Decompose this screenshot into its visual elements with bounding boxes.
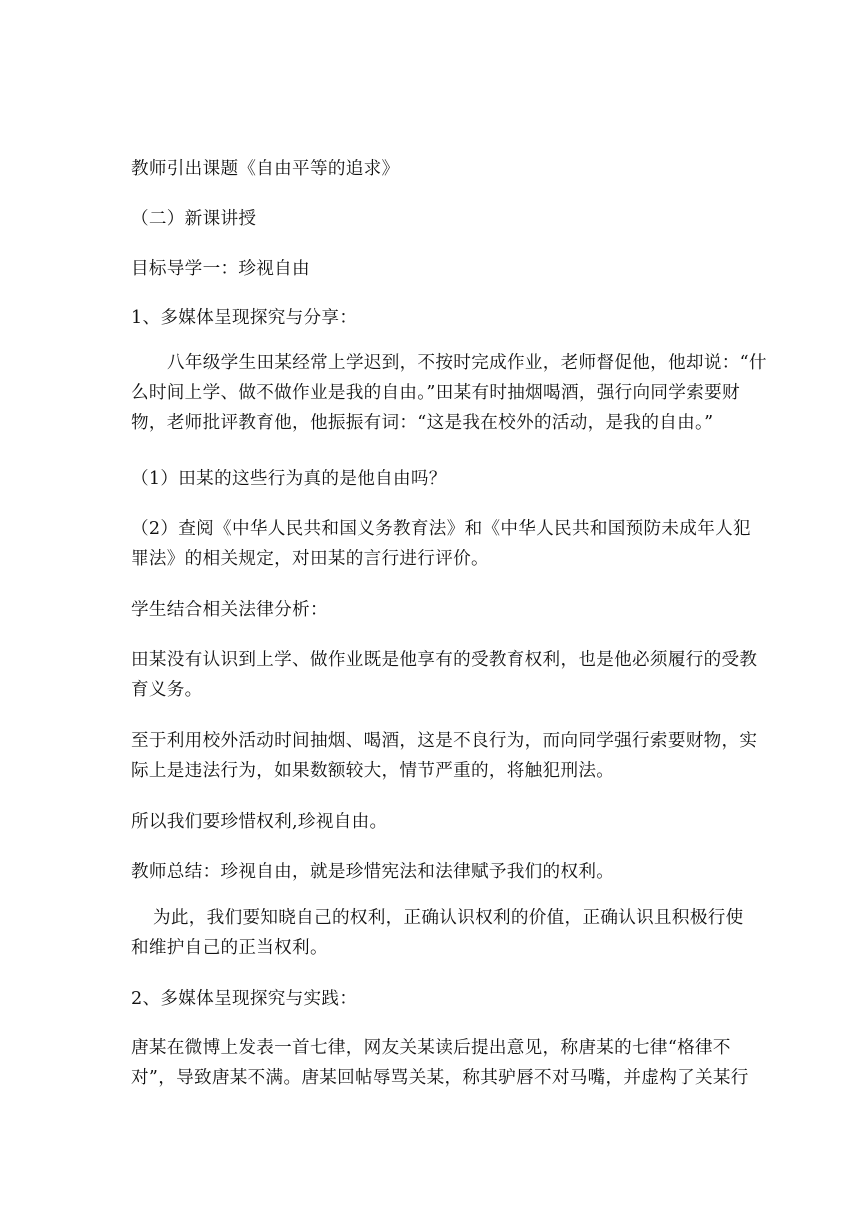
case-line-1: 八年级学生田某经常上学迟到，不按时完成作业，老师督促他，他却说：“什 xyxy=(167,353,767,373)
question-1: （1）田某的这些行为真的是他自由吗？ xyxy=(131,469,447,489)
analysis-paragraph-2 xyxy=(131,726,758,786)
analysis-1-line-2: 育义务。 xyxy=(131,680,203,700)
student-analysis-heading: 学生结合相关法律分析： xyxy=(131,600,328,620)
question-2-line-2: 罪法》的相关规定，对田某的言行进行评价。 xyxy=(131,549,489,569)
summary-line-2: 和维护自己的正当权利。 xyxy=(131,938,328,958)
case-paragraph-tang xyxy=(131,1033,749,1093)
case-tang-line-2: 对”，导致唐某不满。唐某回帖辱骂关某，称其驴唇不对马嘴，并虚构了关某行 xyxy=(131,1068,749,1088)
goal-heading-freedom: 目标导学一：珍视自由 xyxy=(131,259,310,279)
activity-heading-explore-share: 1、多媒体呈现探究与分享： xyxy=(131,308,358,328)
question-2 xyxy=(131,514,751,574)
case-line-3: 物，老师批评教育他，他振振有词：“这是我在校外的活动，是我的自由。” xyxy=(131,413,714,433)
case-line-2: 么时间上学、做不做作业是我的自由。”田某有时抽烟喝酒，强行向同学索要财 xyxy=(131,383,740,403)
case-tang-line-1: 唐某在微博上发表一首七律，网友关某读后提出意见，称唐某的七律“格律不 xyxy=(131,1038,731,1058)
analysis-2-line-1: 至于利用校外活动时间抽烟、喝酒，这是不良行为，而向同学强行索要财物，实 xyxy=(131,731,758,751)
question-2-line-1: （2）查阅《中华人民共和国义务教育法》和《中华人民共和国预防未成年人犯 xyxy=(131,519,751,539)
analysis-1-line-1: 田某没有认识到上学、做作业既是他享有的受教育权利，也是他必须履行的受教 xyxy=(131,650,758,670)
activity-heading-explore-practice: 2、多媒体呈现探究与实践： xyxy=(131,989,358,1009)
analysis-paragraph-1 xyxy=(131,645,758,705)
lesson-title-line: 教师引出课题《自由平等的追求》 xyxy=(131,159,400,179)
section-heading-new-lesson: （二）新课讲授 xyxy=(131,209,257,229)
summary-line-1: 为此，我们要知晓自己的权利，正确认识权利的价值，正确认识且积极行使 xyxy=(153,908,744,928)
analysis-conclusion: 所以我们要珍惜权利,珍视自由。 xyxy=(131,812,388,832)
analysis-2-line-2: 际上是违法行为，如果数额较大，情节严重的，将触犯刑法。 xyxy=(131,761,615,781)
case-paragraph-tian xyxy=(131,348,767,438)
summary-paragraph xyxy=(131,903,744,963)
teacher-summary: 教师总结：珍视自由，就是珍惜宪法和法律赋予我们的权利。 xyxy=(131,862,615,882)
